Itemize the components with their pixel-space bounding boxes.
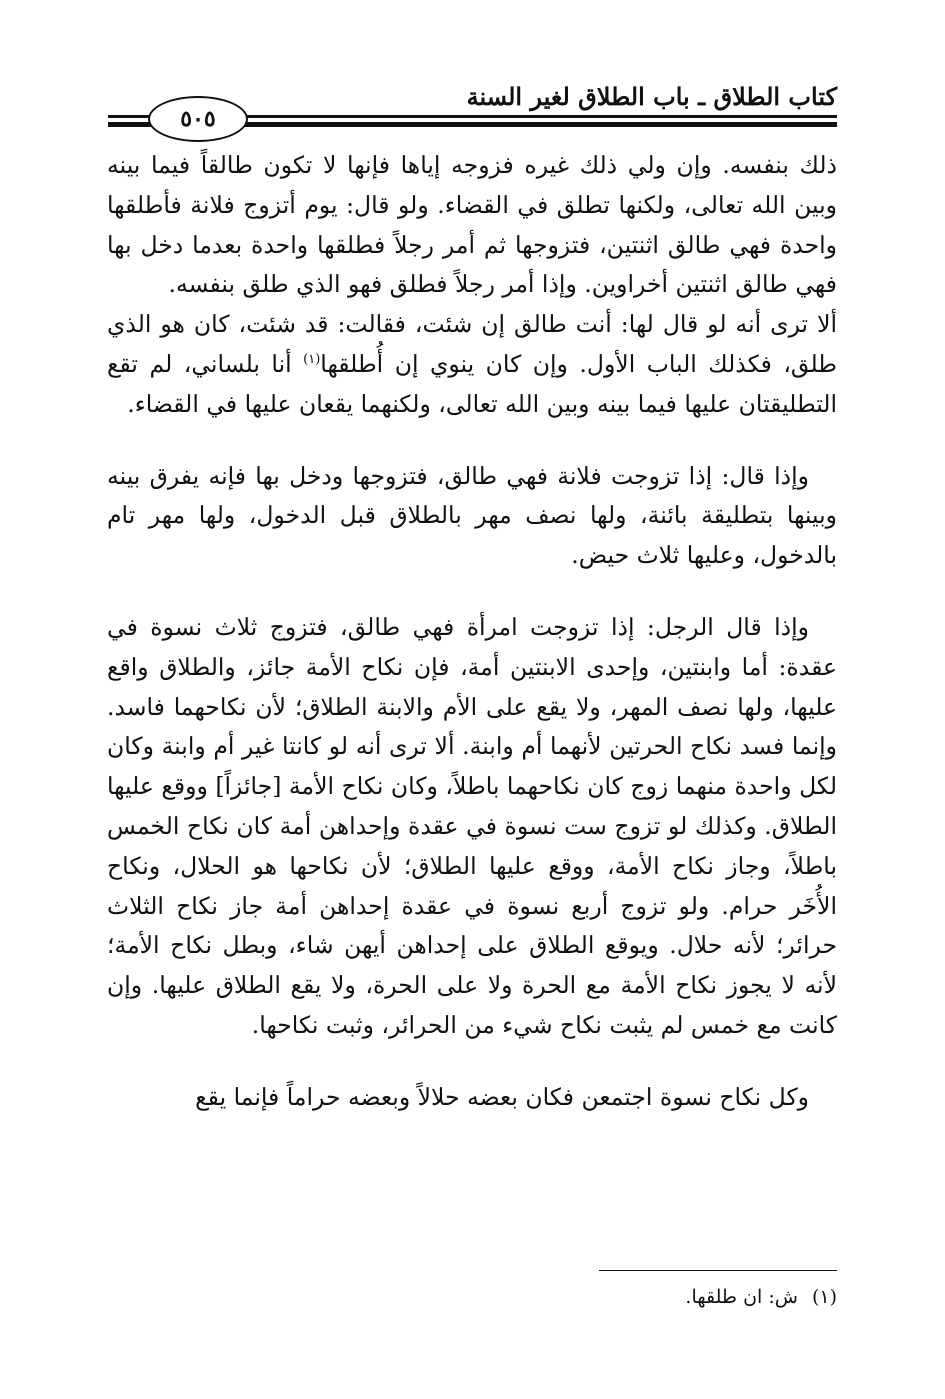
running-title: كتاب الطلاق ـ باب الطلاق لغير السنة [466,82,837,111]
footnote [107,1286,837,1308]
footnote-separator [599,1270,837,1271]
footnote-number: (١) [811,1286,837,1308]
footnote-text: ش: ان طلقها. [685,1286,798,1308]
page-number: ٥٠٥ [148,96,248,142]
footnote-reference[interactable]: (١) [303,352,321,368]
paragraph-3: وإذا قال الرجل: إذا تزوجت امرأة فهي طالق، فتزوج ثلاث نسوة في عقدة: أما وابنتين، وإحدى الابنتين أمة، فإن نكاح الأمة جائز، والطلاق واقع عليها، ولها نصف المهر، ولا يقع على الأم والابنة الطلاق؛ لأن نكاحهما فاسد. وإنما فسد نكاح الحرتين لأنهما أم وابنة. ألا ترى أنه لو كانتا غير أم وابنة وكان لكل واحدة منهما زوج كان نكاحهما باطلاً، وكان نكاح الأمة [جائزاً] ووقع عليها الطلاق. وكذلك لو تزوج ست نسوة في عقدة وإحداهن أمة كان نكاح الخمس باطلاً، وجاز نكاح الأمة، ووقع عليها الطلاق؛ لأن نكاحها هو الحلال، ونكاح الأُخَر حرام. ولو تزوج أربع نسوة في عقدة إحداهن أمة جاز نكاح الثلاث حرائر؛ لأنه حلال. ويوقع الطلاق على إحداهن أيهن شاء، وبطل نكاح الأمة؛ لأنه لا يجوز نكاح الأمة مع الحرة ولا على الحرة، ولا يقع الطلاق عليها. وإن كانت مع خمس لم يثبت نكاح شيء من الحرائر، وثبت نكاحها. [107,612,837,1039]
paragraph-1-continued [107,305,837,424]
paragraph-1-part-c: أنا بلساني، لم تقع التطليقتان عليها فيما بينه وبين الله تعالى، ولكنهما يقعان عليها في القضاء. [107,349,837,418]
paragraph-1-part-b: ألا ترى أنه لو قال لها: أنت طالق إن شئت، فقالت: قد شئت، كان هو الذي طلق، فكذلك الباب الأول. وإن كان ينوي إن أُطلقها [107,310,837,378]
paragraph-1 [107,146,837,305]
header-rule [108,106,837,132]
paragraph-1-part-a: ذلك بنفسه. وإن ولي ذلك غيره فزوجه إياها فإنها لا تكون طالقاً فيما بينه وبين الله تعالى، ولكنها تطلق في القضاء. ولو قال: يوم أتزوج فلانة فأطلقها واحدة فهي طالق اثنتين، فتزوجها ثم أمر رجلاً فطلقها واحدة بعدما دخل بها فهي طالق اثنتين أخراوين. وإذا أمر رجلاً فطلق فهو الذي طلق بنفسه. [107,151,837,299]
paragraph-2: وإذا قال: إذا تزوجت فلانة فهي طالق، فتزوجها ودخل بها فإنه يفرق بينه وبينها بتطليقة بائنة، ولها نصف مهر بالطلاق قبل الدخول، ولها مهر تام بالدخول، وعليها ثلاث حيض. [107,461,837,570]
paragraph-4: وكل نكاح نسوة اجتمعن فكان بعضه حلالاً وبعضه حراماً فإنما يقع [195,1082,809,1111]
body-text [107,146,837,1118]
